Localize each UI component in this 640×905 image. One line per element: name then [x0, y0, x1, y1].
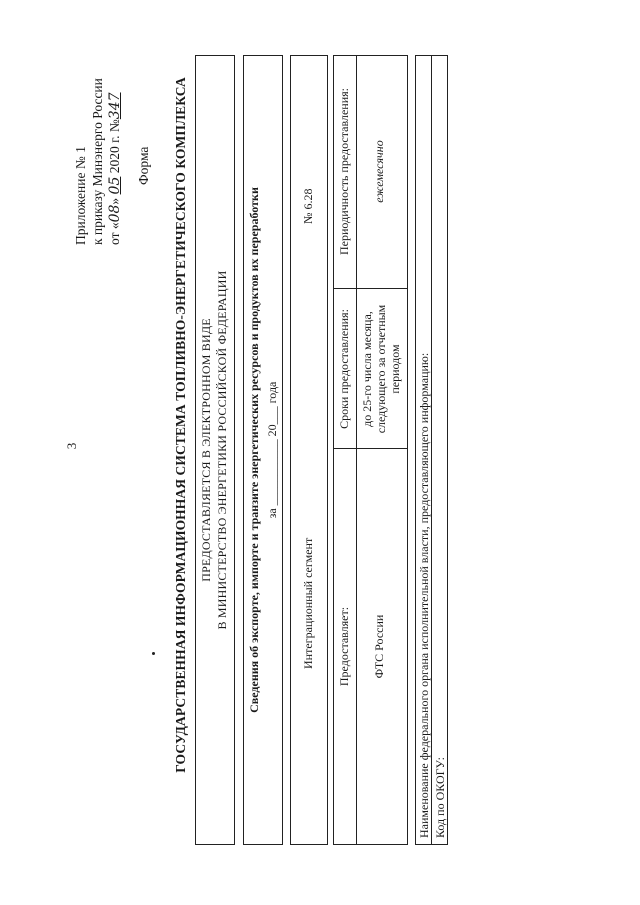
- footer-line-1: Наименование федерального органа исполнительной власти, предоставляющего информацию:: [417, 352, 431, 838]
- table-value-deadline: до 25-го числа месяца, следующего за отчетным периодом: [360, 304, 402, 434]
- table-header-provider: Предоставляет:: [337, 606, 351, 687]
- submission-line-1: ПРЕДОСТАВЛЯЕТСЯ В ЭЛЕКТРОННОМ ВИДЕ: [199, 318, 213, 582]
- form-label: Форма: [136, 146, 151, 185]
- table-value-provider: ФТС России: [372, 614, 386, 679]
- annex-date-day: 08: [107, 204, 123, 223]
- annex-date-mid: »: [107, 197, 122, 205]
- table-header-divider: [356, 56, 357, 844]
- annex-date-year: 2020 г. №: [107, 119, 122, 174]
- report-box: [243, 55, 283, 845]
- footer-line-2: Код по ОКОГУ:: [433, 757, 447, 838]
- annex-block: [72, 15, 124, 245]
- segment-number: № 6.28: [301, 188, 315, 224]
- segment-label: Интеграционный сегмент: [301, 537, 315, 669]
- footer-divider: [431, 56, 432, 844]
- table-header-frequency: Периодичность предоставления:: [337, 88, 351, 255]
- footer-box: [415, 55, 448, 845]
- annex-line-3: [106, 15, 124, 245]
- submission-line-2: В МИНИСТЕРСТВО ЭНЕРГЕТИКИ РОССИЙСКОЙ ФЕДЕРАЦИИ: [215, 270, 229, 630]
- submission-box: [195, 55, 235, 845]
- report-period: за ___________ 20___ года: [265, 381, 279, 519]
- stray-dot: [152, 652, 155, 655]
- page-number: 3: [64, 442, 79, 450]
- table-value-frequency: ежемесячно: [372, 140, 386, 203]
- annex-line-2: к приказу Минэнерго России: [90, 78, 105, 245]
- annex-line-1: Приложение № 1: [73, 146, 88, 245]
- main-title: ГОСУДАРСТВЕННАЯ ИНФОРМАЦИОННАЯ СИСТЕМА ТОПЛИВНО-ЭНЕРГЕТИЧЕСКОГО КОМПЛЕКСА: [173, 77, 188, 773]
- provision-table: [333, 55, 408, 845]
- report-title: Сведения об экспорте, импорте и транзите энергетических ресурсов и продуктов их переработки: [247, 187, 261, 713]
- annex-order-number: 347: [107, 92, 123, 120]
- annex-date-month: 05: [107, 176, 123, 195]
- annex-date-prefix: от «: [107, 222, 122, 245]
- table-header-deadline: Сроки предоставления:: [337, 309, 351, 429]
- segment-box: [290, 55, 328, 845]
